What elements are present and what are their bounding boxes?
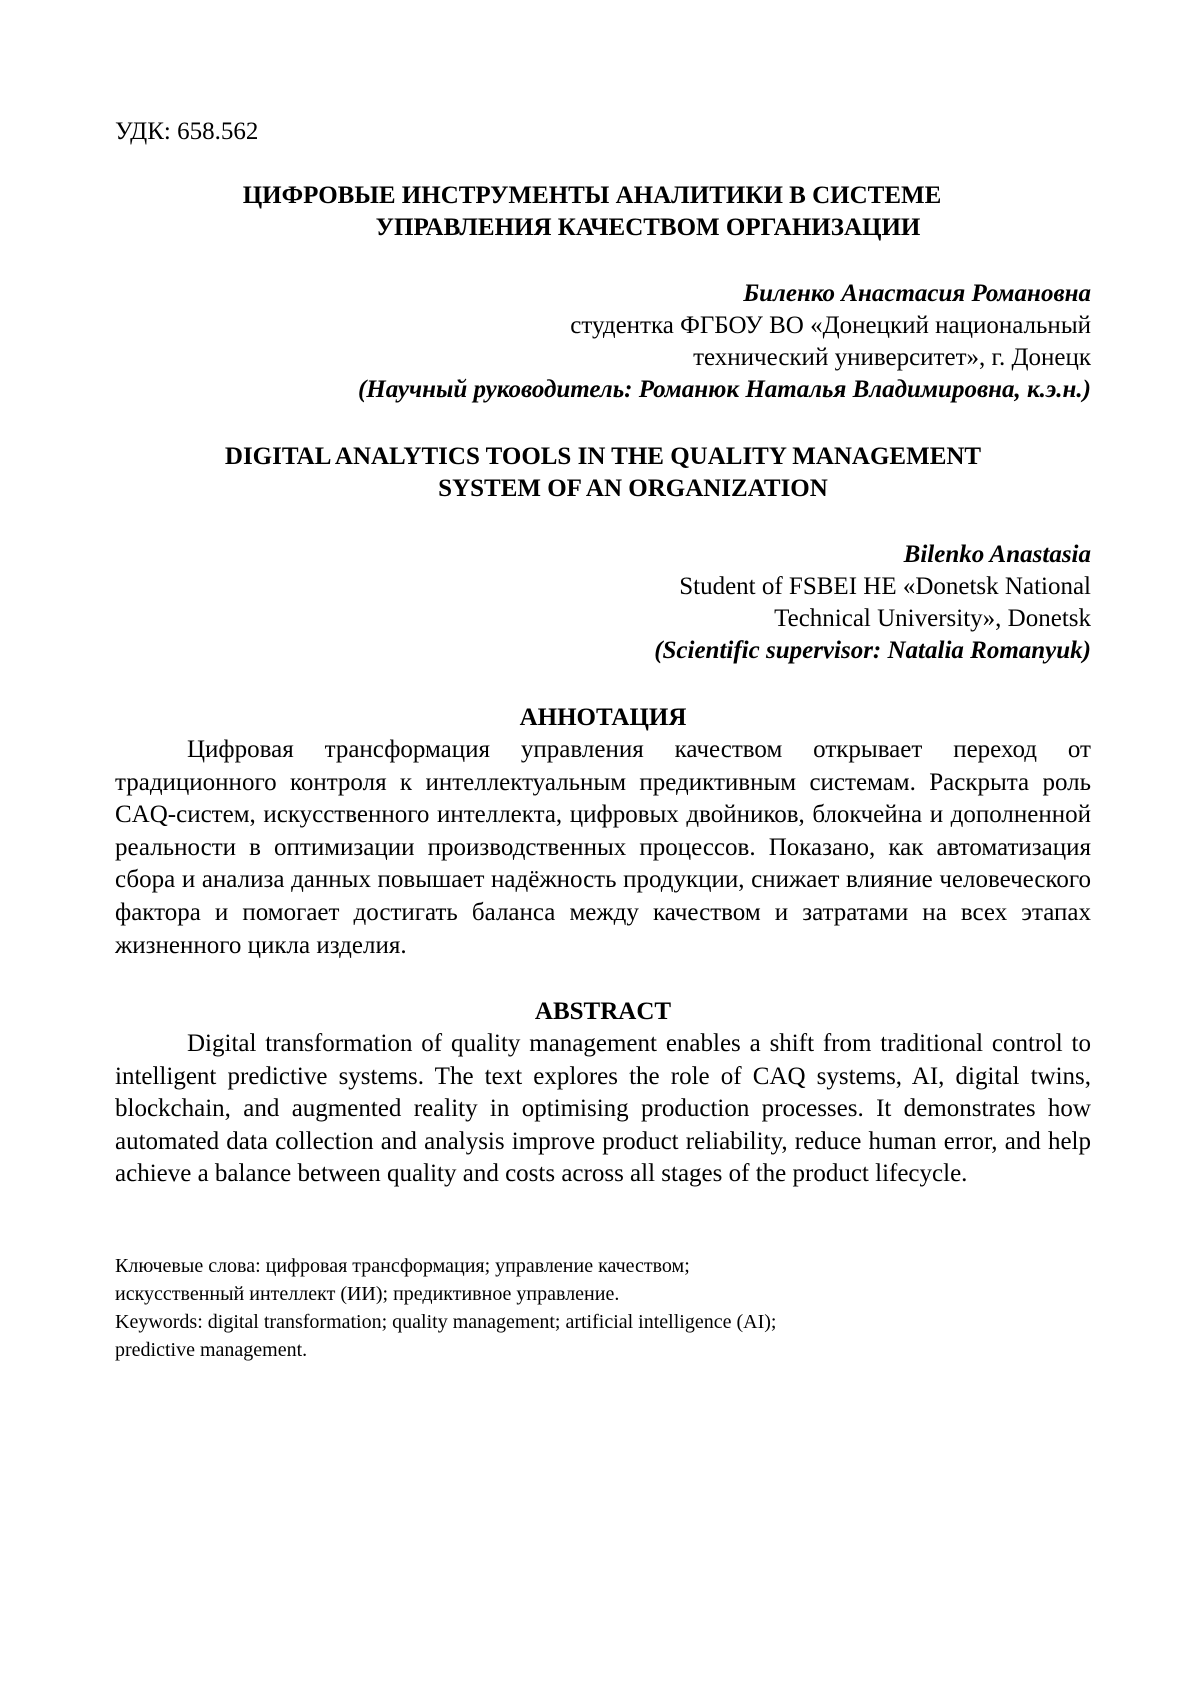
keywords-russian-line-2: искусственный интеллект (ИИ); предиктивное управление. — [115, 1283, 620, 1305]
author-block-russian — [115, 278, 1091, 406]
abstract-heading: ABSTRACT — [534, 998, 672, 1025]
keywords-english-line-2: predictive management. — [115, 1339, 308, 1361]
author-affiliation-russian-line-2: технический университет», г. Донецк — [693, 344, 1091, 371]
author-affiliation-english-line-1: Student of FSBEI HE «Donetsk National — [679, 573, 1091, 600]
author-name-russian: Биленко Анастасия Романовна — [743, 280, 1091, 307]
keywords-block — [115, 1252, 1015, 1364]
title-english-line-2: SYSTEM OF AN ORGANIZATION — [438, 475, 828, 502]
annotation-text: Цифровая трансформация управления качеством открывает переход от традиционного контроля к интеллектуальным предиктивным системам. Раскрыта роль CAQ-систем, искусственного интеллекта, цифровых двойников, блокчейна и дополненной реальности в оптимизации производственных процессов. Показано, как автоматизация сбора и анализа данных повышает надёжность продукции, снижает влияние человеческого фактора и помогает достигать баланса между качеством и затратами на всех этапах жизненного цикла изделия. — [115, 736, 1091, 959]
annotation-heading: АННОТАЦИЯ — [519, 704, 687, 731]
title-russian-line-2: УПРАВЛЕНИЯ КАЧЕСТВОМ ОРГАНИЗАЦИИ — [375, 214, 921, 241]
author-block-english — [115, 539, 1091, 667]
title-russian-line-1: ЦИФРОВЫЕ ИНСТРУМЕНТЫ АНАЛИТИКИ В СИСТЕМЕ — [242, 182, 942, 209]
abstract-text: Digital transformation of quality management enables a shift from traditional control to intelligent predictive systems. The text explores the role of CAQ systems, AI, digital twins, blockchain, and augmented reality in optimising production processes. It demonstrates how automated data collection and analysis improve product reliability, reduce human error, and help achieve a balance between quality and costs across all stages of the product lifecycle. — [115, 1030, 1091, 1188]
supervisor-english: (Scientific supervisor: Natalia Romanyuk) — [654, 637, 1091, 664]
author-name-english: Bilenko Anastasia — [903, 541, 1091, 568]
author-affiliation-russian-line-1: студентка ФГБОУ ВО «Донецкий национальный — [570, 312, 1091, 339]
udk-code: УДК: 658.562 — [115, 118, 259, 145]
title-english-line-1: DIGITAL ANALYTICS TOOLS IN THE QUALITY MANAGEMENT — [224, 443, 982, 470]
title-english — [115, 441, 1091, 505]
keywords-russian-line-1: Ключевые слова: цифровая трансформация; управление качеством; — [115, 1255, 690, 1277]
author-affiliation-english-line-2: Technical University», Donetsk — [774, 605, 1091, 632]
supervisor-russian: (Научный руководитель: Романюк Наталья Владимировна, к.э.н.) — [357, 376, 1091, 403]
title-russian — [115, 180, 1091, 244]
keywords-english-line-1: Keywords: digital transformation; quality management; artificial intelligence (AI); — [115, 1311, 777, 1333]
